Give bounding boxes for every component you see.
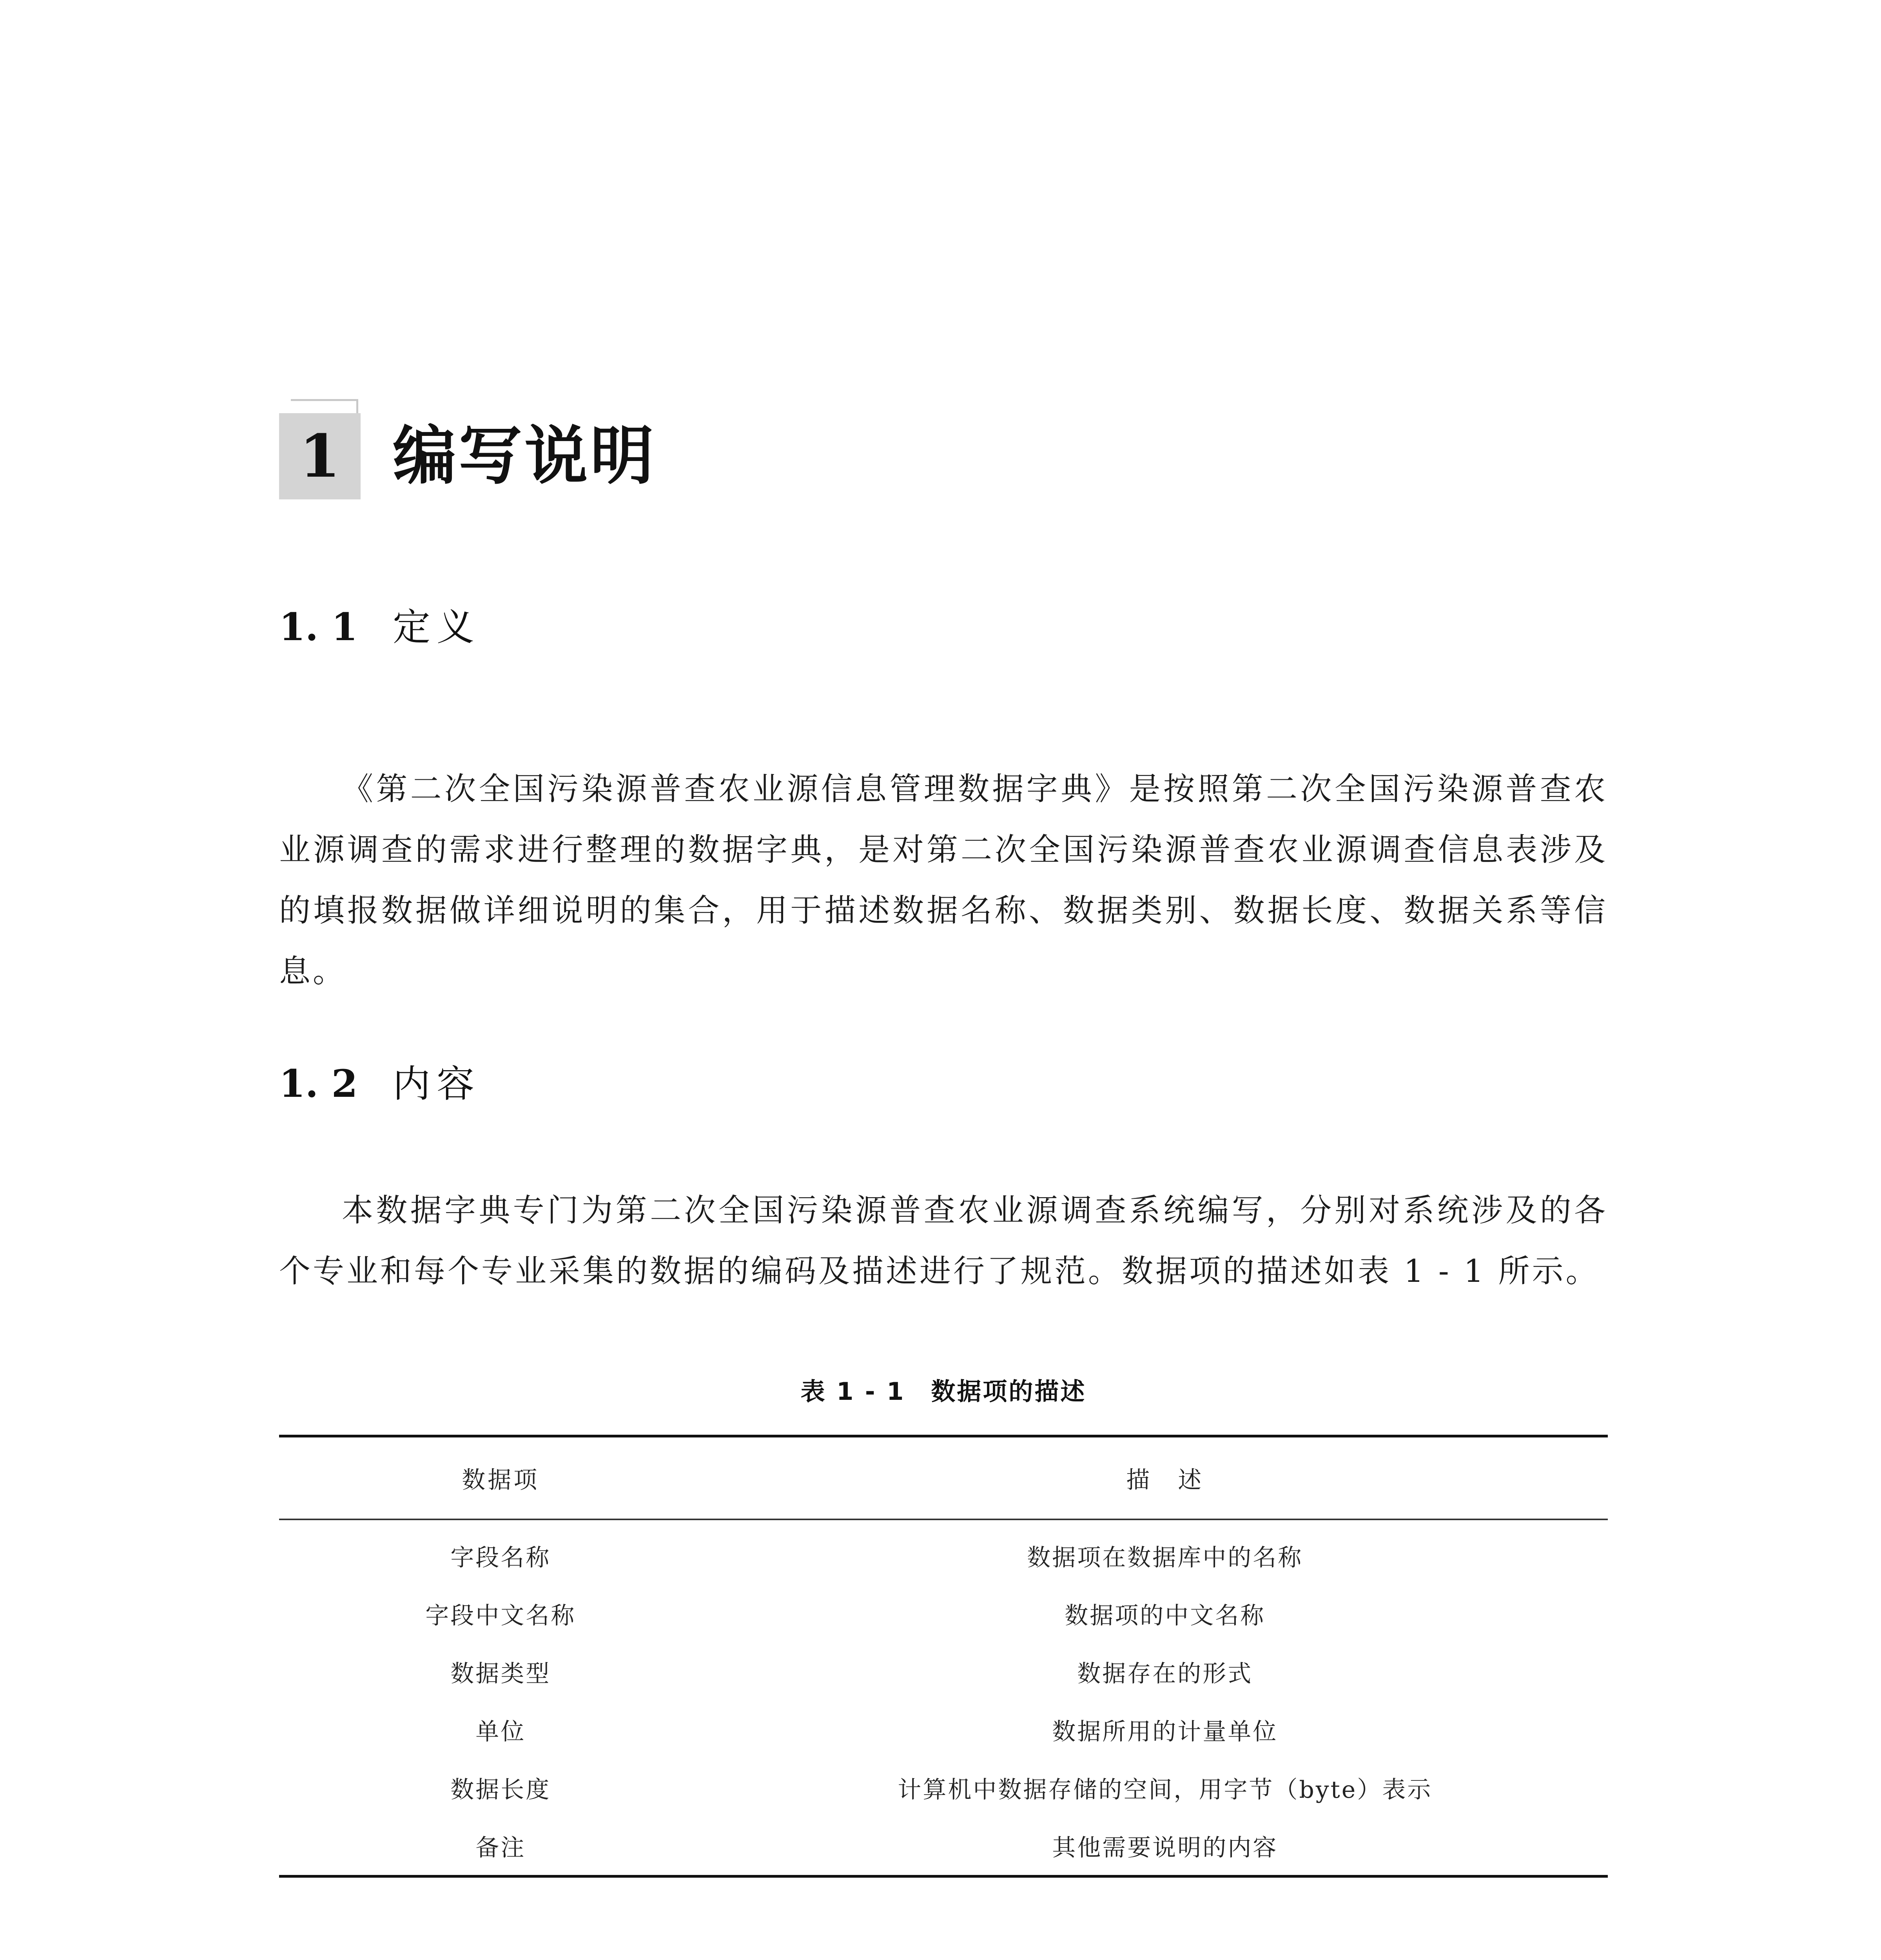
table-cell: 字段中文名称 (425, 1602, 576, 1630)
section-title: 内容 (393, 1062, 481, 1106)
table-row (279, 1643, 1608, 1701)
section-number: 1. 1 (279, 605, 358, 649)
table-row (279, 1585, 1608, 1643)
section-paragraph-definition: 《第二次全国污染源普查农业源信息管理数据字典》是按照第二次全国污染源普查农业源调查的需求进行整理的数据字典，是对第二次全国污染源普查农业源调查信息表涉及的填报数据做详细说明的集合，用于描述数据名称、数据类别、数据长度、数据关系等信息。 (279, 771, 1608, 989)
table-row (279, 1759, 1608, 1817)
table-cell: 数据长度 (450, 1776, 551, 1804)
table-cell: 计算机中数据存储的空间，用字节（byte）表示 (898, 1776, 1433, 1804)
table-cell: 字段名称 (450, 1544, 551, 1572)
table-header-cell: 描 述 (1126, 1466, 1204, 1494)
table-cell: 数据类型 (450, 1660, 551, 1688)
section-heading-content (279, 1058, 481, 1109)
section-number: 1. 2 (279, 1062, 358, 1106)
table-cell: 其他需要说明的内容 (1052, 1834, 1278, 1862)
chapter-heading (279, 399, 789, 501)
chapter-number: 1 (279, 413, 361, 499)
table-caption: 表 1 - 1 数据项的描述 (800, 1377, 1087, 1406)
table-header-cell: 数据项 (462, 1466, 540, 1494)
data-items-table (279, 1435, 1608, 1878)
table-cell: 数据存在的形式 (1077, 1660, 1253, 1688)
chapter-title: 编写说明 (393, 419, 656, 493)
section-title: 定义 (393, 605, 481, 649)
section-paragraph-content: 本数据字典专门为第二次全国污染源普查农业源调查系统编写，分别对系统涉及的各个专业和每个专业采集的数据的编码及描述进行了规范。数据项的描述如表 1 - 1 所示。 (279, 1192, 1608, 1289)
table-cell: 数据项的中文名称 (1065, 1602, 1266, 1630)
table-header-row (279, 1436, 1608, 1520)
table-cell: 数据所用的计量单位 (1052, 1718, 1278, 1746)
table-row (279, 1701, 1608, 1759)
table-cell: 备注 (475, 1834, 526, 1862)
table-row (279, 1519, 1608, 1585)
table-cell: 单位 (475, 1718, 526, 1746)
table-row (279, 1817, 1608, 1877)
section-heading-definition (279, 602, 481, 653)
table-cell: 数据项在数据库中的名称 (1027, 1544, 1303, 1572)
